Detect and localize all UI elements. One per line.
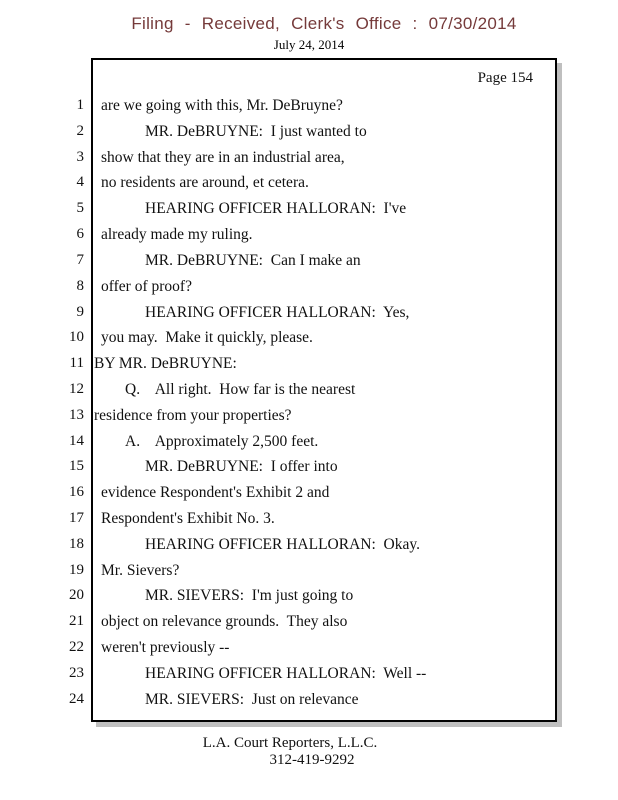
transcript-line <box>42 613 558 639</box>
transcript-line <box>42 304 558 330</box>
transcript-line <box>42 665 558 691</box>
page-number: Page 154 <box>477 70 533 86</box>
line-number: 21 <box>69 613 84 630</box>
line-text: MR. DeBRUYNE: I just wanted to <box>145 122 367 140</box>
transcript-line <box>42 381 558 407</box>
line-number: 8 <box>76 277 84 294</box>
transcript-line <box>42 149 558 175</box>
transcript-line <box>42 329 558 355</box>
transcript-line <box>42 174 558 200</box>
line-text: HEARING OFFICER HALLORAN: Yes, <box>145 303 410 321</box>
transcript-line <box>42 200 558 226</box>
line-number: 5 <box>76 200 84 217</box>
line-number: 20 <box>69 587 84 604</box>
line-text: weren't previously -- <box>101 639 230 657</box>
transcript-line <box>42 123 558 149</box>
transcript-line <box>42 639 558 665</box>
line-number: 2 <box>76 122 84 139</box>
line-number: 14 <box>69 432 84 449</box>
filing-stamp: Filing - Received, Clerk's Office : 07/30/2014 <box>131 14 517 33</box>
line-text: show that they are in an industrial area, <box>101 148 345 166</box>
line-text: residence from your properties? <box>94 406 292 424</box>
transcript-line <box>42 252 558 278</box>
footer <box>0 735 618 769</box>
line-number: 12 <box>69 380 84 397</box>
transcript-line <box>42 433 558 459</box>
line-text: object on relevance grounds. They also <box>101 613 348 631</box>
line-number: 24 <box>69 690 84 707</box>
transcript-line <box>42 691 558 717</box>
footer-company: L.A. Court Reporters, L.L.C. <box>202 735 378 751</box>
line-number: 16 <box>69 484 84 501</box>
transcript-lines <box>42 97 558 717</box>
transcript-line <box>42 407 558 433</box>
line-number: 3 <box>76 148 84 165</box>
transcript-line <box>42 278 558 304</box>
transcript-line <box>42 97 558 123</box>
line-number: 17 <box>69 510 84 526</box>
line-text: MR. SIEVERS: Just on relevance <box>145 690 359 708</box>
line-text: MR. DeBRUYNE: I offer into <box>145 458 338 476</box>
line-text: Mr. Sievers? <box>101 561 180 579</box>
line-number: 7 <box>76 251 84 268</box>
line-text: you may. Make it quickly, please. <box>101 329 313 347</box>
hearing-date: July 24, 2014 <box>273 37 345 52</box>
line-text: are we going with this, Mr. DeBruyne? <box>101 97 343 114</box>
line-text: MR. SIEVERS: I'm just going to <box>145 587 354 605</box>
line-number: 9 <box>76 303 84 320</box>
line-text: Respondent's Exhibit No. 3. <box>101 510 275 527</box>
line-number: 23 <box>69 664 84 681</box>
line-number: 11 <box>69 355 84 372</box>
line-number: 15 <box>69 458 84 475</box>
transcript-line <box>42 510 558 536</box>
line-text: already made my ruling. <box>101 226 253 244</box>
line-text: offer of proof? <box>101 277 192 295</box>
line-number: 22 <box>69 639 84 656</box>
transcript-line <box>42 458 558 484</box>
line-text: evidence Respondent's Exhibit 2 and <box>101 484 330 502</box>
line-text: HEARING OFFICER HALLORAN: Okay. <box>145 535 420 553</box>
footer-phone: 312-419-9292 <box>269 752 355 768</box>
line-number: 13 <box>69 406 84 423</box>
line-text: MR. DeBRUYNE: Can I make an <box>145 251 361 269</box>
line-number: 19 <box>69 561 84 578</box>
line-number: 4 <box>76 174 84 191</box>
line-text: no residents are around, et cetera. <box>101 174 309 192</box>
transcript-line <box>42 355 558 381</box>
line-number: 18 <box>69 535 84 552</box>
line-number: 1 <box>76 97 84 113</box>
transcript-line <box>42 536 558 562</box>
line-text: BY MR. DeBRUYNE: <box>94 355 237 373</box>
transcript-line <box>42 587 558 613</box>
line-text: A. Approximately 2,500 feet. <box>125 432 319 450</box>
transcript-line <box>42 484 558 510</box>
line-number: 6 <box>76 226 84 243</box>
line-text: HEARING OFFICER HALLORAN: Well -- <box>145 664 427 682</box>
line-text: HEARING OFFICER HALLORAN: I've <box>145 200 407 218</box>
transcript-line <box>42 226 558 252</box>
transcript-line <box>42 562 558 588</box>
line-number: 10 <box>69 329 84 346</box>
line-text: Q. All right. How far is the nearest <box>125 380 356 398</box>
